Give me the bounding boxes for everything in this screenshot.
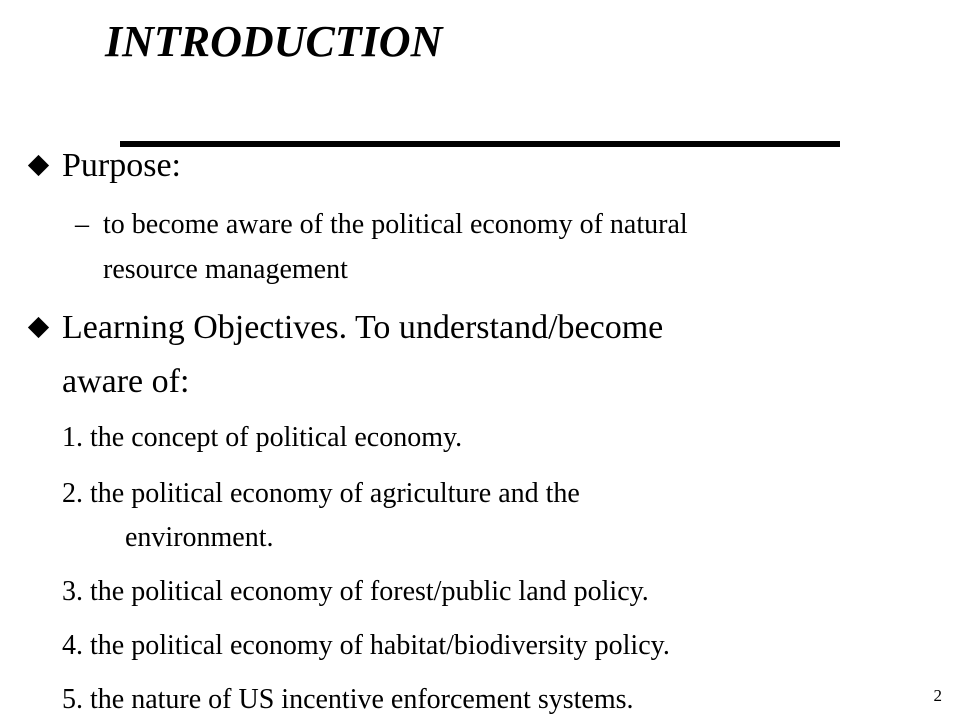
page-number: 2: [933, 686, 942, 705]
objective-item-2-line-1: 2. the political economy of agriculture and the: [62, 478, 580, 509]
purpose-dash: –: [75, 209, 89, 240]
objective-item-1: 1. the concept of political economy.: [62, 422, 463, 453]
objective-item-3: 3. the political economy of forest/public land policy.: [62, 576, 649, 607]
objective-item-2-line-2: environment.: [125, 522, 274, 553]
purpose-heading: Purpose:: [62, 147, 181, 184]
title-underline: [120, 141, 840, 147]
diamond-bullet-icon: [28, 155, 49, 176]
purpose-line-1: to become aware of the political economy of natural: [103, 209, 688, 240]
objective-item-5: 5. the nature of US incentive enforcement systems.: [62, 684, 634, 715]
diamond-bullet-icon: [28, 317, 49, 338]
objectives-heading-line-2: aware of:: [62, 363, 190, 400]
purpose-line-2: resource management: [103, 254, 348, 285]
objective-item-4: 4. the political economy of habitat/biodiversity policy.: [62, 630, 670, 661]
slide-title: INTRODUCTION: [105, 17, 443, 66]
objectives-heading-line-1: Learning Objectives. To understand/become: [62, 309, 664, 346]
